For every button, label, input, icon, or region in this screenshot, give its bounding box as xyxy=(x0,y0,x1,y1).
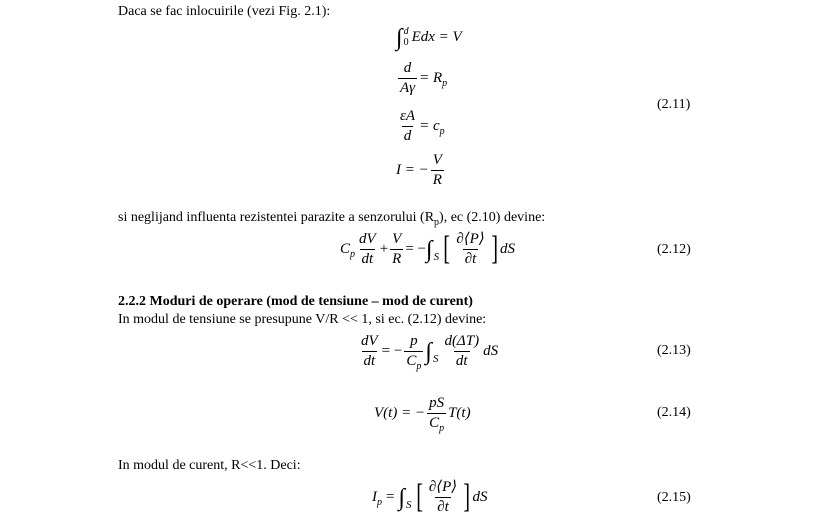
eq-2-12-c xyxy=(340,241,355,258)
neglect-subscript: p xyxy=(434,216,440,228)
integral-sign: ∫ xyxy=(398,485,406,511)
fraction xyxy=(359,333,380,370)
denominator-text: C xyxy=(406,352,417,369)
equation-number: (2.15) xyxy=(657,490,691,505)
integral-subscript: S xyxy=(433,251,440,263)
fraction-denominator: dt xyxy=(363,352,376,369)
fraction-denominator: dt xyxy=(455,352,468,369)
equals-sign: = − xyxy=(405,240,426,257)
fraction-denominator: d xyxy=(403,127,412,144)
intro-text: Daca se fac inlocuirile (vezi Fig. 2.1): xyxy=(118,4,331,19)
left-bracket: [ xyxy=(443,230,451,267)
integral-subscript: S xyxy=(406,499,412,511)
fraction xyxy=(427,479,459,516)
eq-2-11-line4 xyxy=(396,150,446,190)
eq-2-12 xyxy=(340,226,515,272)
eq-2-14 xyxy=(374,390,471,436)
eq-2-11-line3-rhs xyxy=(419,118,445,135)
equation-number: (2.14) xyxy=(657,405,691,420)
equation-number: (2.12) xyxy=(657,242,691,257)
neglect-text-end: ), ec (2.10) devine: xyxy=(439,210,546,225)
equals-sign: = − xyxy=(381,342,403,359)
integral-sign: ∫ xyxy=(425,339,432,365)
c-subscript: p xyxy=(350,248,356,260)
fraction-denominator: R xyxy=(432,171,442,188)
fraction xyxy=(431,152,444,189)
integral-lower-limit: 0 xyxy=(403,37,409,48)
equals-sign: = xyxy=(386,488,395,505)
fraction xyxy=(357,231,378,268)
eq-2-14-rhs: T(t) xyxy=(448,404,471,421)
fraction xyxy=(398,108,417,145)
c-symbol: C xyxy=(340,240,351,257)
differential-ds: dS xyxy=(472,488,488,505)
voltage-mode-text: In modul de tensiune se presupune V/R << 1, si ec. (2.12) devine: xyxy=(118,312,487,327)
differential-ds: dS xyxy=(500,240,516,257)
integral-subscript: S xyxy=(432,353,439,365)
neglect-text-main: si neglijand influenta rezistentei parazite a senzorului (R xyxy=(118,210,435,225)
right-bracket: ] xyxy=(490,230,498,267)
rhs-subscript: p xyxy=(439,125,445,137)
fraction-numerator: p xyxy=(410,332,418,349)
fraction xyxy=(454,231,486,268)
eq-2-15-lhs xyxy=(372,489,382,506)
fraction-denominator: ∂t xyxy=(437,498,449,515)
fraction-numerator: εA xyxy=(400,107,416,124)
eq-2-11-line2-rhs xyxy=(419,70,447,87)
fraction-denominator: dt xyxy=(361,250,374,267)
rhs-text: = R xyxy=(419,69,443,86)
fraction-denominator xyxy=(427,413,446,432)
fraction-numerator: V xyxy=(392,230,402,247)
eq-2-15 xyxy=(372,474,487,520)
fraction-denominator: R xyxy=(392,250,402,267)
fraction-denominator xyxy=(404,351,423,370)
integral-sign: ∫ xyxy=(396,25,403,51)
fraction-numerator: ∂⟨P⟩ xyxy=(456,230,485,247)
fraction-numerator: V xyxy=(432,151,442,168)
integral-upper-limit: d xyxy=(403,26,409,37)
fraction-numerator: ∂⟨P⟩ xyxy=(428,478,458,495)
section-heading: 2.2.2 Moduri de operare (mod de tensiune – mod de curent) xyxy=(118,294,473,309)
fraction xyxy=(398,60,417,97)
fraction-denominator: Aγ xyxy=(400,79,416,96)
integral-sign: ∫ xyxy=(426,237,433,263)
fraction-numerator: d(ΔT) xyxy=(444,332,480,349)
lhs-symbol: I xyxy=(372,488,377,505)
denominator-subscript: p xyxy=(439,422,445,434)
rhs-subscript: p xyxy=(442,77,448,89)
eq-2-13 xyxy=(357,328,498,374)
fraction xyxy=(427,395,446,432)
fraction-numerator: d xyxy=(403,59,412,76)
denominator-text: C xyxy=(429,414,440,431)
eq-2-11-line2 xyxy=(396,58,447,98)
differential-ds: dS xyxy=(483,342,499,359)
eq-2-11-line1 xyxy=(396,20,462,54)
denominator-subscript: p xyxy=(416,360,422,372)
equation-number: (2.11) xyxy=(657,97,691,112)
integral-limits xyxy=(404,26,409,48)
eq-2-11-line1-body: Edx = V xyxy=(411,28,462,45)
plus-sign: + xyxy=(379,240,389,257)
fraction-numerator: dV xyxy=(359,230,376,247)
fraction xyxy=(390,231,403,268)
rhs-text: = c xyxy=(419,117,440,134)
fraction xyxy=(404,333,423,370)
equation-number: (2.13) xyxy=(657,343,691,358)
eq-2-11-line4-lhs: I = − xyxy=(396,161,429,178)
right-bracket: ] xyxy=(463,478,471,515)
neglect-text xyxy=(118,210,545,226)
fraction-numerator: dV xyxy=(361,332,378,349)
fraction xyxy=(442,333,481,370)
eq-2-11-line3 xyxy=(396,106,445,146)
fraction-denominator: ∂t xyxy=(464,250,477,267)
left-bracket: [ xyxy=(415,478,423,515)
lhs-subscript: p xyxy=(377,496,382,508)
eq-2-14-lhs: V(t) = − xyxy=(374,404,426,421)
current-mode-text: In modul de curent, R<<1. Deci: xyxy=(118,458,301,473)
fraction-numerator: pS xyxy=(429,394,445,411)
